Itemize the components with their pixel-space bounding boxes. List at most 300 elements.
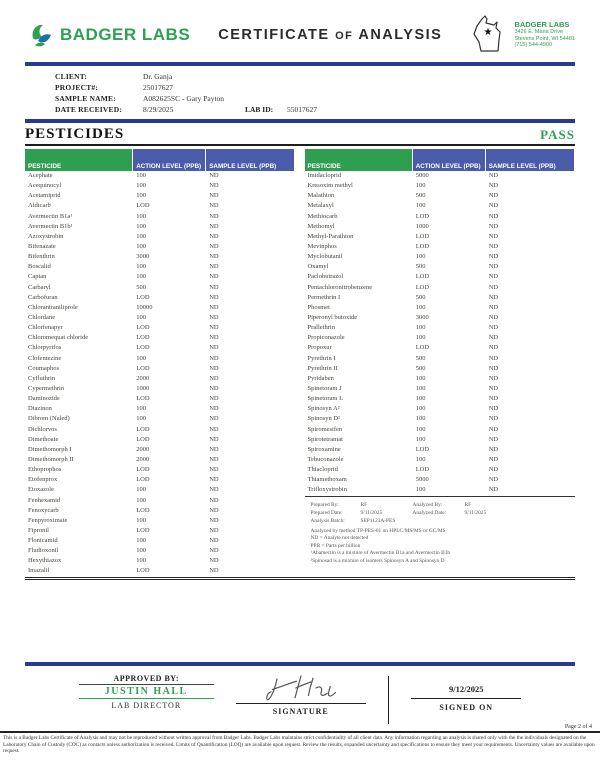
table-row [25, 546, 296, 556]
table-row [25, 222, 296, 232]
action-level-value: 1000 [415, 222, 429, 230]
table-row [305, 232, 576, 242]
analyzed-by-value: RF [464, 501, 472, 508]
title-of: OF [335, 30, 354, 42]
pesticide-name: Paclobutrazol [307, 273, 344, 281]
sample-level-value: ND [488, 202, 499, 210]
prepared-date-label: Prepared Date: [310, 509, 343, 516]
column-header-pesticide: PESTICIDE [305, 149, 413, 171]
action-level-value: LOD [136, 435, 150, 443]
sample-level-value: ND [209, 395, 219, 403]
column-header-sample-level: SAMPLE LEVEL (PPB) [486, 149, 575, 171]
table-header [305, 149, 576, 171]
sample-level-value: ND [488, 293, 499, 301]
sample-level-value: ND [488, 405, 499, 413]
action-level-value: LOD [415, 232, 430, 240]
signature-label: SIGNATURE [272, 707, 329, 716]
sample-level-value: ND [488, 445, 499, 453]
pesticide-name: Chlorfenapyr [28, 324, 63, 332]
pesticide-name: Spiromesifen [307, 425, 343, 433]
table-row [305, 414, 576, 424]
sample-level-value: ND [209, 486, 219, 494]
table-row [25, 414, 296, 424]
sample-level-value: ND [209, 334, 219, 342]
pesticide-name: Daminozide [28, 395, 60, 403]
action-level-value: LOD [415, 445, 430, 453]
action-level-value: LOD [136, 334, 150, 342]
action-level-value: LOD [136, 344, 150, 352]
action-level-value: LOD [415, 273, 430, 281]
lab-address [514, 21, 575, 49]
note-line: ²Spinosad is a mixture of isomers Spinosyn A and Spinosyn D [310, 557, 445, 564]
page-number: Page 2 of 4 [564, 724, 592, 730]
action-level-value: 10000 [136, 303, 153, 311]
pesticide-name: Spinetoram L [307, 395, 344, 403]
table-row [25, 485, 296, 495]
table-row [305, 435, 576, 445]
table-row [25, 323, 296, 333]
sample-level-value: ND [209, 273, 219, 281]
table-row [305, 313, 576, 323]
pesticide-name: Mevinphos [307, 242, 337, 250]
pesticide-name: Pyrethrin II [307, 364, 338, 372]
pesticide-name: Acephate [28, 172, 53, 179]
approver-name: JUSTIN HALL [79, 685, 214, 699]
pesticide-name: Azoxystrobin [28, 232, 64, 240]
action-level-value: 2000 [136, 374, 150, 382]
pesticide-name: Pyridaben [307, 374, 334, 382]
sample-name-label: SAMPLE NAME: [55, 94, 116, 103]
action-level-value: 3000 [136, 253, 150, 261]
analysis-batch-label: Analysis Batch: [310, 517, 345, 524]
action-level-value: 100 [415, 435, 426, 443]
analysis-batch-row [311, 517, 574, 525]
action-level-value: LOD [136, 202, 150, 210]
table-right-rows [305, 171, 576, 497]
header [0, 0, 600, 62]
pesticide-name: Acequinocyl [28, 182, 62, 190]
action-level-value: LOD [136, 364, 150, 372]
pesticide-name: Kresoxim methyl [307, 182, 353, 190]
table-row [305, 283, 576, 293]
date-received-row [55, 104, 575, 115]
pesticides-table [25, 149, 575, 580]
table-row [25, 425, 296, 435]
action-level-value: LOD [136, 395, 150, 403]
pesticide-name: Fenhexamid [28, 496, 61, 504]
sample-level-value: ND [488, 232, 499, 240]
table-row [305, 354, 576, 364]
address-line3: (715) 544-4900 [514, 42, 553, 49]
sample-level-value: ND [209, 253, 219, 261]
table-row [305, 222, 576, 232]
approver-title: LAB DIRECTOR [111, 701, 182, 710]
project-row [55, 82, 575, 93]
analysis-notes [305, 497, 576, 566]
pesticide-name: Thiacloprid [307, 466, 338, 474]
title-part1: CERTIFICATE [218, 27, 330, 43]
action-level-value: LOD [415, 283, 430, 291]
action-level-value: 100 [415, 384, 426, 392]
sample-level-value: ND [488, 384, 499, 392]
action-level-value: 100 [136, 242, 146, 250]
table-row [25, 313, 296, 323]
table-row [305, 303, 576, 313]
analyzed-by-label: Analyzed By: [412, 501, 443, 508]
table-row [305, 455, 576, 465]
table-row [25, 293, 296, 303]
sample-level-value: ND [488, 425, 499, 433]
table-row [305, 364, 576, 374]
pesticide-name: Dichlorvos [28, 425, 57, 433]
sample-level-value: ND [209, 425, 219, 433]
action-level-value: 100 [136, 557, 146, 565]
sample-level-value: ND [488, 283, 499, 291]
note-line: Analyzed by method TP-PES-01 on HPLC/MS/MS or GC/MS [310, 527, 446, 534]
analysis-batch-value: SEP1123A-PES [360, 517, 396, 524]
sample-level-value: ND [488, 476, 499, 484]
action-level-value: 5000 [415, 172, 429, 179]
action-level-value: 500 [415, 364, 426, 372]
sample-level-value: ND [488, 253, 499, 261]
pesticide-name: Captan [28, 273, 47, 281]
sample-level-value: ND [209, 516, 219, 524]
sample-level-value: ND [209, 496, 219, 504]
action-level-value: 100 [415, 303, 426, 311]
sample-level-value: ND [488, 182, 499, 190]
action-level-value: 5000 [415, 476, 429, 484]
pesticide-name: Spinosyn A² [307, 405, 340, 413]
pesticide-name: Clofentezine [28, 354, 62, 362]
sample-level-value: ND [209, 506, 219, 514]
table-row [305, 212, 576, 222]
column-header-action-level: ACTION LEVEL (PPB) [133, 149, 206, 171]
table-row [305, 425, 576, 435]
pesticide-name: Spiroxamine [307, 445, 341, 453]
table-row [305, 272, 576, 282]
sample-level-value: ND [209, 263, 219, 271]
table-row [25, 455, 296, 465]
pesticide-name: Fenoxycarb [28, 506, 59, 514]
sample-level-value: ND [209, 374, 219, 382]
table-row [25, 242, 296, 252]
prepared-by-value: RF [360, 501, 368, 508]
sample-level-value: ND [488, 455, 499, 463]
approved-by-label: APPROVED BY: [79, 674, 214, 685]
signature-block [236, 674, 366, 716]
approval-block [25, 666, 575, 724]
table-left-half [25, 149, 296, 577]
client-info [0, 66, 600, 119]
sample-level-value: ND [488, 364, 499, 372]
table-row [305, 293, 576, 303]
table-row [25, 556, 296, 566]
pesticide-name: Tebuconazole [307, 455, 344, 463]
action-level-value: 100 [136, 232, 146, 240]
action-level-value: 100 [415, 415, 426, 423]
sample-level-value: ND [209, 293, 219, 301]
table-row [25, 394, 296, 404]
action-level-value: 100 [415, 455, 426, 463]
prepared-by-label: Prepared By: [310, 501, 339, 508]
table-row [305, 181, 576, 191]
signed-on-block [411, 674, 521, 712]
action-level-value: 2000 [136, 455, 150, 463]
title-part2: ANALYSIS [358, 27, 443, 43]
sample-level-value: ND [209, 476, 219, 484]
pesticide-name: Bifenazate [28, 242, 56, 250]
pesticide-name: Fipronil [28, 526, 49, 534]
action-level-value: LOD [136, 526, 150, 534]
logo-text: BADGER LABS [60, 25, 191, 44]
action-level-value: 100 [136, 222, 146, 230]
pesticide-name: Myclobutanil [307, 253, 343, 261]
approved-by-block [79, 674, 214, 710]
pesticide-name: Flonicamid [28, 537, 58, 545]
pesticide-name: Oxamyl [307, 263, 329, 271]
sample-level-value: ND [488, 486, 499, 494]
project-label: PROJECT#: [55, 83, 99, 92]
sample-level-value: ND [488, 273, 499, 281]
note-line: PPB = Parts per billion [310, 542, 361, 549]
pesticide-name: Dimethomorph II [28, 455, 74, 463]
signed-on-label: SIGNED ON [439, 703, 494, 712]
action-level-value: LOD [136, 567, 150, 575]
pesticide-name: Dimethoate [28, 435, 59, 443]
lab-address-block [470, 14, 575, 56]
approval-section [25, 662, 575, 724]
pesticide-name: Pentachloronitrobenzene [307, 283, 373, 291]
action-level-value: 100 [136, 313, 146, 321]
pesticide-name: Cyfluthrin [28, 374, 56, 382]
vertical-divider [388, 676, 390, 724]
sample-level-value: ND [209, 405, 219, 413]
action-level-value: LOD [136, 466, 150, 474]
sample-level-value: ND [209, 192, 219, 200]
table-row [305, 475, 576, 485]
badger-labs-logo [30, 22, 190, 48]
pesticide-name: Propiconazole [307, 334, 345, 342]
table-row [25, 354, 296, 364]
table-left-rows [25, 171, 296, 577]
pesticide-name: Avermectin B1a¹ [28, 212, 73, 220]
sample-level-value: ND [488, 344, 499, 352]
sample-level-value: ND [209, 202, 219, 210]
pesticide-name: Spirotetramat [307, 435, 343, 443]
table-row [305, 242, 576, 252]
action-level-value: 3000 [415, 313, 429, 321]
action-level-value: 100 [415, 374, 426, 382]
table-row [25, 364, 296, 374]
sample-level-value: ND [488, 212, 499, 220]
table-row [25, 191, 296, 201]
sample-level-value: ND [488, 334, 499, 342]
sample-level-value: ND [209, 526, 219, 534]
table-row [25, 374, 296, 384]
table-row [25, 526, 296, 536]
column-header-sample-level: SAMPLE LEVEL (PPB) [206, 149, 295, 171]
table-row [25, 343, 296, 353]
table-row [305, 252, 576, 262]
sample-level-value: ND [488, 263, 499, 271]
pesticide-name: Permethrin I [307, 293, 341, 301]
pesticide-name: Methiocarb [307, 212, 338, 220]
pesticide-name: Boscalid [28, 263, 51, 271]
table-row [25, 435, 296, 445]
sample-level-value: ND [488, 313, 499, 321]
analyzed-date-value: 9/11/2025 [464, 509, 487, 516]
table-row [25, 272, 296, 282]
pesticide-name: Phosmet [307, 303, 330, 311]
pesticide-name: Avermectin B1b¹ [28, 222, 73, 230]
sample-level-value: ND [488, 172, 499, 179]
date-received-label: DATE RECEIVED: [55, 105, 123, 114]
action-level-value: 100 [415, 202, 426, 210]
table-row [305, 343, 576, 353]
sample-level-value: ND [209, 242, 219, 250]
table-row [25, 303, 296, 313]
table-row [305, 262, 576, 272]
action-level-value: 100 [415, 486, 426, 494]
page-title [218, 27, 442, 43]
action-level-value: 100 [136, 415, 146, 423]
pesticide-name: Aldicarb [28, 202, 51, 210]
action-level-value: 100 [136, 263, 146, 271]
sample-name-value: A082625SC - Gary Payton [143, 94, 225, 103]
badger-logo-icon [30, 22, 54, 48]
client-label: CLIENT: [55, 72, 88, 81]
sample-level-value: ND [209, 182, 219, 190]
table-row [25, 201, 296, 211]
pesticide-name: Propoxur [307, 344, 332, 352]
note-line: ¹Abamectin is a mixture of Avermectin B1a and Avermectin B1b [310, 550, 451, 556]
date-received-value: 8/29/2025 [143, 105, 174, 114]
client-value: Dr. Ganja [143, 72, 173, 81]
action-level-value: 2000 [136, 445, 150, 453]
table-row [25, 283, 296, 293]
analyzed-date-label: Analyzed Date: [412, 509, 447, 516]
action-level-value: LOD [136, 293, 150, 301]
pesticide-name: Metalaxyl [307, 202, 334, 210]
sample-level-value: ND [488, 466, 499, 474]
pesticide-name: Hexythiazox [28, 557, 62, 565]
action-level-value: 100 [415, 334, 426, 342]
pesticide-name: Thiamethoxam [307, 476, 347, 484]
table-row [25, 404, 296, 414]
table-row [305, 445, 576, 455]
action-level-value: 100 [415, 253, 426, 261]
table-row [25, 475, 296, 485]
sample-level-value: ND [488, 415, 499, 423]
action-level-value: 500 [136, 283, 146, 291]
action-level-value: LOD [415, 212, 430, 220]
table-row [25, 181, 296, 191]
action-level-value: 100 [136, 405, 146, 413]
table-row [25, 496, 296, 506]
table-row [25, 384, 296, 394]
notes-lines [311, 528, 574, 566]
pesticide-name: Carbaryl [28, 283, 51, 291]
table-row [25, 212, 296, 222]
sample-level-value: ND [209, 212, 219, 220]
sample-level-value: ND [209, 354, 219, 362]
sample-level-value: ND [209, 445, 219, 453]
client-row [55, 71, 575, 82]
action-level-value: 100 [136, 516, 146, 524]
table-row [305, 404, 576, 414]
sample-level-value: ND [488, 354, 499, 362]
table-row [25, 262, 296, 272]
sample-level-value: ND [209, 567, 219, 575]
action-level-value: 100 [415, 395, 426, 403]
pesticide-name: Fludioxonil [28, 547, 59, 555]
sample-level-value: ND [209, 537, 219, 545]
table-row [25, 516, 296, 526]
sample-level-value: ND [488, 374, 499, 382]
pesticide-name: Dibrom (Naled) [28, 415, 70, 423]
pesticide-name: Fenpyroximate [28, 516, 68, 524]
table-row [25, 252, 296, 262]
notes-meta [311, 501, 574, 517]
pesticide-name: Cypermethrin [28, 384, 65, 392]
table-row [25, 566, 296, 576]
column-header-action-level: ACTION LEVEL (PPB) [413, 149, 486, 171]
sample-level-value: ND [488, 192, 499, 200]
table-row [305, 384, 576, 394]
table-right-half [305, 149, 576, 577]
sample-level-value: ND [488, 395, 499, 403]
pesticide-name: Spinosyn D² [307, 415, 340, 423]
pesticide-name: Etofenprox [28, 476, 58, 484]
action-level-value: 100 [136, 182, 146, 190]
sample-level-value: ND [209, 466, 219, 474]
table-row [25, 445, 296, 455]
pesticide-name: Chloromequat chloride [28, 334, 89, 342]
sample-level-value: ND [209, 344, 219, 352]
pesticide-name: Chlordane [28, 313, 56, 321]
star-icon: ★ [483, 27, 493, 38]
table-row [305, 323, 576, 333]
table-row [305, 171, 576, 181]
pesticide-name: Imazalil [28, 567, 50, 575]
action-level-value: 500 [415, 354, 426, 362]
table-row [305, 374, 576, 384]
sample-level-value: ND [209, 232, 219, 240]
table-row [305, 485, 576, 495]
signed-date: 9/12/2025 [411, 684, 521, 699]
table-row [25, 333, 296, 343]
pesticide-name: Malathion [307, 192, 335, 200]
action-level-value: 100 [136, 537, 146, 545]
pesticide-name: Bifenthrin [28, 253, 55, 261]
sample-level-value: ND [488, 222, 499, 230]
sample-name-row [55, 93, 575, 104]
action-level-value: 1000 [136, 384, 150, 392]
action-level-value: LOD [136, 476, 150, 484]
sample-level-value: ND [209, 547, 219, 555]
sample-level-value: ND [209, 557, 219, 565]
sample-level-value: ND [488, 303, 499, 311]
divider-bar-client [25, 119, 575, 123]
action-level-value: 100 [136, 547, 146, 555]
lab-id-label: LAB ID: [245, 105, 274, 114]
sample-level-value: ND [209, 283, 219, 291]
pesticide-name: Methomyl [307, 222, 335, 230]
action-level-value: 100 [415, 405, 426, 413]
sample-level-value: ND [209, 172, 219, 179]
table-row [305, 333, 576, 343]
pesticide-name: Trifloxystrobin [307, 486, 347, 494]
